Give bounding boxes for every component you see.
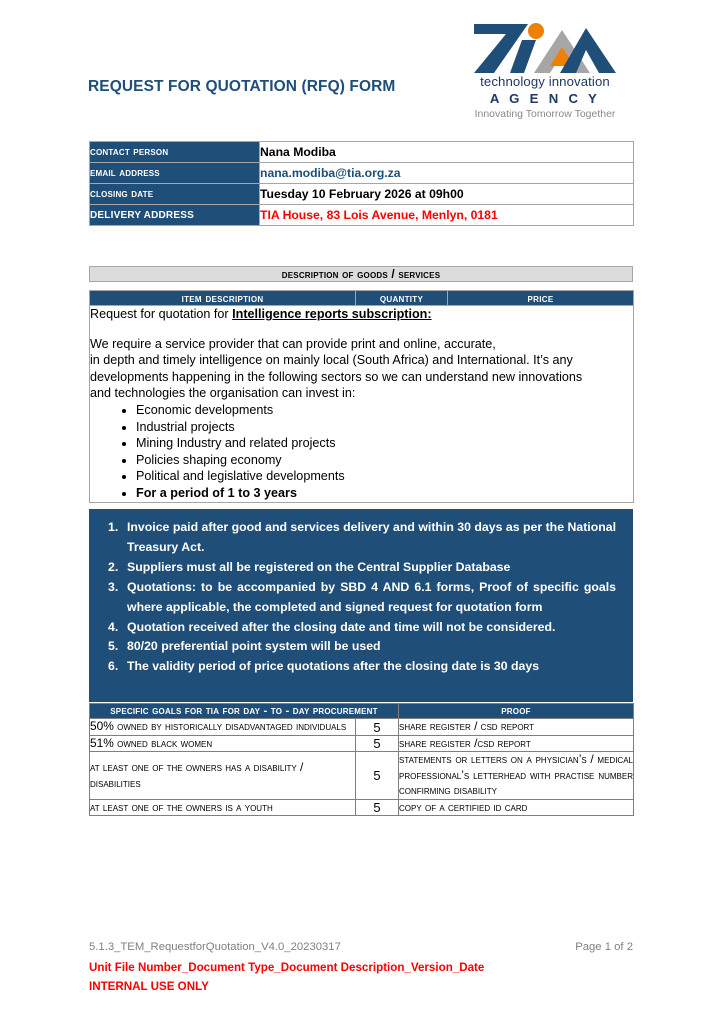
list-item: The validity period of price quotations after the closing date is 30 days [127, 659, 540, 674]
list-item: Quotations: to be accompanied by SBD 4 AND 6.1 forms, Proof of specific goals where applicable, the completed and signed request for quotation form [127, 579, 616, 614]
tia-logo-mark [466, 16, 624, 74]
spacer [90, 323, 633, 336]
value-email-address[interactable]: nana.modiba@tia.org.za [260, 163, 634, 184]
column-specific-goals: specific goals for tia for day - to - day procurement [90, 704, 399, 719]
footer-file-reference-row [89, 941, 633, 959]
value-closing-date: Tuesday 10 February 2026 at 09h00 [260, 184, 634, 205]
item-description-table [89, 290, 634, 503]
column-item-description: item description [90, 291, 356, 306]
footer-notice-line-2: INTERNAL USE ONLY [89, 979, 209, 993]
item-paragraph-line-3: developments happening in the following sectors so we can understand new innovations [90, 369, 583, 384]
goal-name: 50% owned by historically disadvantaged individuals [90, 719, 356, 735]
column-proof: proof [399, 704, 634, 719]
table-row [90, 719, 634, 735]
label-closing-date: closing date [90, 184, 260, 205]
table-header-row [90, 704, 634, 719]
footer-notice-line-1: Unit File Number_Document Type_Document Description_Version_Date [89, 961, 485, 974]
item-paragraph-line-4: and technologies the organisation can invest in: [90, 386, 356, 401]
footer-page-number: Page 1 of 2 [575, 941, 633, 953]
goal-points: 5 [356, 735, 399, 751]
tia-logo [466, 16, 624, 124]
list-item: • Policies shaping economy [136, 452, 633, 469]
list-item: • Economic developments [136, 402, 633, 419]
list-item: 80/20 preferential point system will be used [127, 639, 381, 654]
label-email-address: email address [90, 163, 260, 184]
goal-points: 5 [356, 719, 399, 735]
item-lead-prefix: Request for quotation for [90, 307, 233, 321]
item-paragraph-line-2: in depth and timely intelligence on mainly local (South Africa) and International. It’s any [90, 353, 573, 368]
list-item: • Political and legislative developments [136, 468, 633, 485]
logo-tagline: Innovating Tomorrow Together [474, 108, 616, 120]
banner-description-of-goods-services: description of goods / services [90, 267, 633, 282]
specific-goals-table [89, 703, 634, 816]
goal-points: 5 [356, 752, 399, 799]
table-row [90, 163, 634, 184]
table-row [90, 735, 634, 751]
list-item: • Industrial projects [136, 419, 633, 436]
label-contact-person: contact person [90, 142, 260, 163]
table-header-row [90, 291, 634, 306]
item-lead-line [90, 306, 633, 323]
label-delivery-address: DELIVERY ADDRESS [90, 205, 260, 226]
contact-details-table [89, 141, 634, 226]
table-row [90, 267, 633, 282]
list-item: Invoice paid after good and services delivery and within 30 days as per the National Treasury Act. [127, 520, 616, 554]
table-row [90, 306, 634, 503]
goal-proof: share register / csd report [399, 719, 634, 735]
item-lead-bold: Intelligence reports subscription: [232, 307, 432, 321]
item-description-content [90, 306, 634, 503]
goal-proof: copy of a certified id card [399, 799, 634, 815]
logo-line-agency: A G E N C Y [489, 91, 601, 106]
sector-bullet-list [90, 402, 633, 502]
table-row [90, 752, 634, 799]
goal-points: 5 [356, 799, 399, 815]
value-delivery-address: TIA House, 83 Lois Avenue, Menlyn, 0181 [260, 205, 634, 226]
description-banner-table [89, 266, 633, 282]
document-footer [89, 941, 633, 997]
list-item: • For a period of 1 to 3 years [136, 485, 633, 502]
column-quantity: quantity [356, 291, 448, 306]
table-row [90, 184, 634, 205]
goal-proof: statements or letters on a physician’s / medical professional’s letterhead with practise number confirming disability [399, 752, 633, 798]
list-item: • Mining Industry and related projects [136, 435, 633, 452]
document-header [0, 0, 724, 128]
column-price: price [448, 291, 634, 306]
logo-line-technology-innovation: technology innovation [480, 74, 610, 89]
goal-name: 51% owned black women [90, 735, 356, 751]
table-row [90, 142, 634, 163]
table-row [90, 799, 634, 815]
goal-proof: share register /csd report [399, 735, 634, 751]
list-item: Suppliers must all be registered on the Central Supplier Database [127, 559, 511, 574]
table-row [90, 205, 634, 226]
footer-file-reference: 5.1.3_TEM_RequestforQuotation_V4.0_20230317 [89, 941, 341, 953]
page-title: REQUEST FOR QUOTATION (RFQ) FORM [88, 78, 396, 95]
value-contact-person: Nana Modiba [260, 142, 634, 163]
conditions-list [90, 510, 632, 677]
conditions-block [89, 509, 633, 702]
list-item: Quotation received after the closing date and time will not be considered. [127, 619, 556, 634]
goal-name: at least one of the owners has a disability / disabilities [90, 752, 356, 799]
goal-name: at least one of the owners is a youth [90, 799, 356, 815]
item-paragraph-line-1: We require a service provider that can provide print and online, accurate, [90, 336, 496, 351]
